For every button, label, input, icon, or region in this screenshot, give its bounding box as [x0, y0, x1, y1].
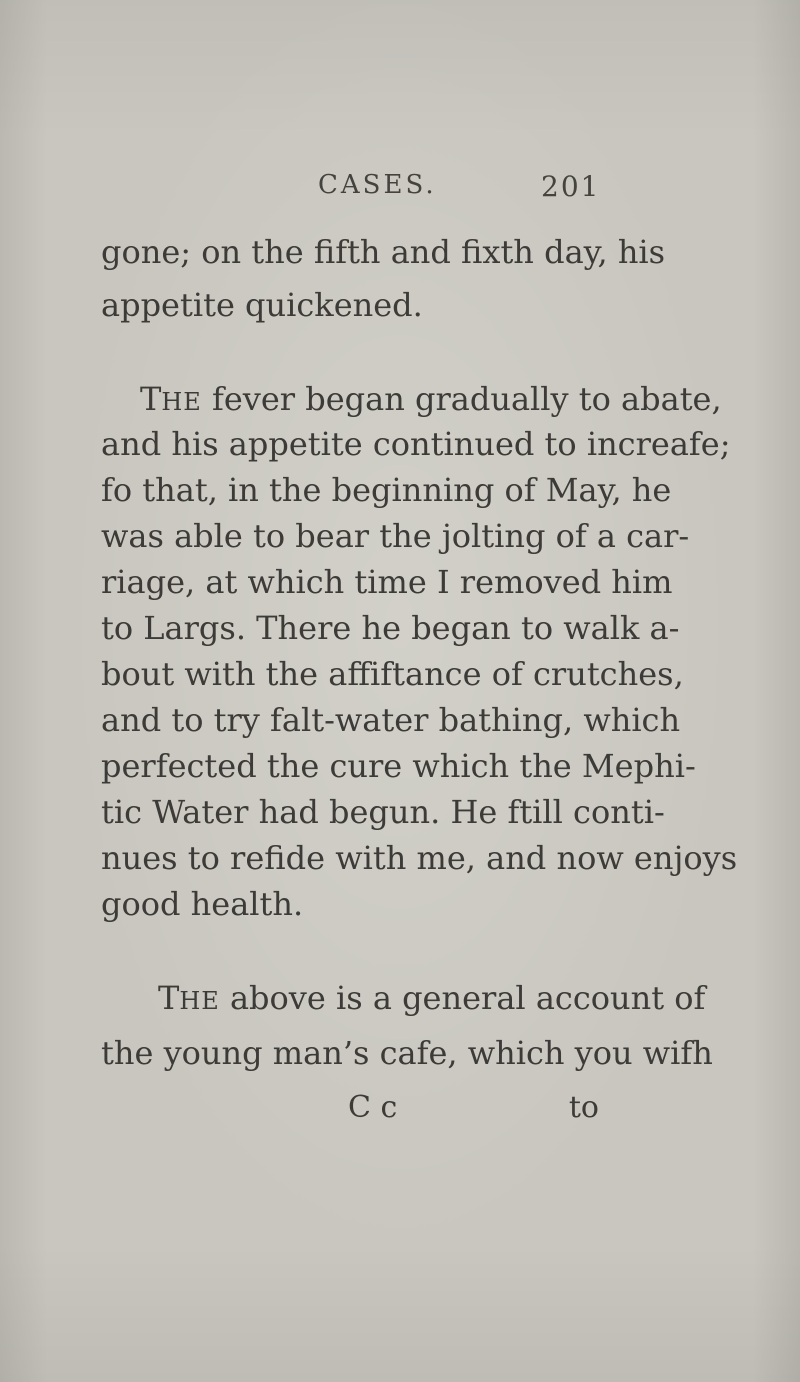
line-text: fever began gradually to abate,	[201, 380, 722, 418]
small-caps: HE	[161, 388, 202, 416]
small-caps: HE	[179, 987, 220, 1015]
text-line: to Largs. There he began to walk a-	[101, 609, 680, 647]
initial-cap: T	[158, 979, 180, 1017]
text-line: nues to refide with me, and now enjoys	[101, 839, 738, 877]
text-line: and his appetite continued to increafe;	[101, 425, 731, 463]
text-line: and to try falt-water bathing, which	[101, 701, 681, 739]
initial-cap: T	[140, 380, 162, 418]
text-line: good health.	[101, 885, 304, 923]
paragraph-first-line	[158, 978, 706, 1018]
text-line: riage, at which time I removed him	[101, 563, 673, 601]
text-line: tic Water had begun. He ftill conti-	[101, 793, 665, 831]
text-line: fo that, in the beginning of May, he	[101, 471, 672, 509]
text-line: gone; on the fifth and fixth day, his	[101, 233, 666, 271]
text-line: the young man’s cafe, which you wifh	[101, 1034, 713, 1072]
signature-mark: C c	[348, 1090, 398, 1125]
page-header	[0, 170, 800, 210]
text-line: was able to bear the jolting of a car-	[101, 517, 690, 555]
text-line: appetite quickened.	[101, 286, 423, 324]
paragraph-first-line	[140, 379, 722, 419]
catchword: to	[568, 1090, 599, 1125]
text-line: bout with the affiftance of crutches,	[101, 655, 684, 693]
running-head: CASES.	[318, 170, 437, 200]
line-text: above is a general account of	[219, 979, 706, 1017]
text-line: perfected the cure which the Mephi-	[101, 747, 696, 785]
page-number: 201	[541, 170, 601, 203]
